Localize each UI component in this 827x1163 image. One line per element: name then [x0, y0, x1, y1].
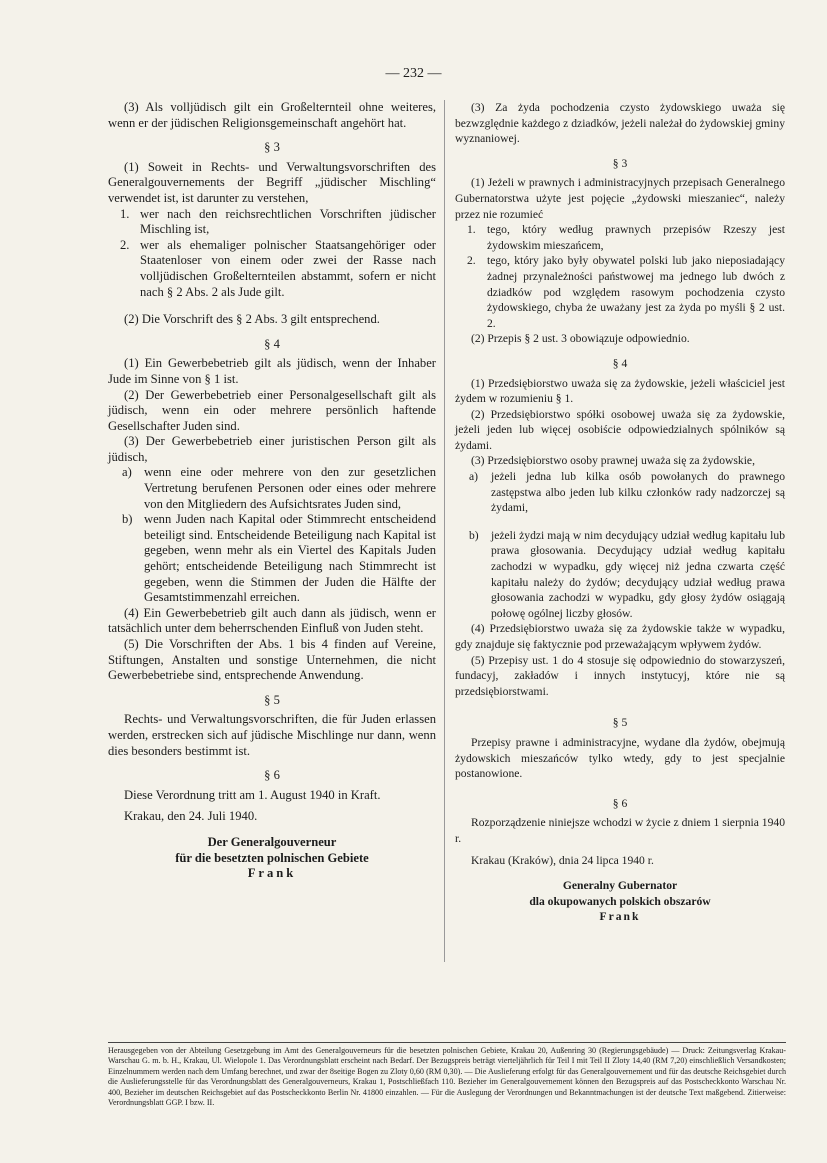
paragraph: (1) Soweit in Rechts- und Verwaltungsvorschriften des Generalgouvernements der Begriff „jüdischer Mischling“ verwendet ist, ist darunter zu verstehen, — [108, 159, 436, 205]
list-text: wer nach den reichsrechtlichen Vorschriften jüdischer Mischling ist, — [140, 206, 436, 237]
list-item — [455, 222, 785, 253]
section-heading: § 3 — [612, 156, 628, 170]
list-text: tego, który według prawnych przepisów Rzeszy jest żydowskim mieszańcem, — [487, 223, 785, 252]
paragraph: Rozporządzenie niniejsze wchodzi w życie z dniem 1 sierpnia 1940 r. — [455, 816, 785, 845]
list-number: 1. — [120, 206, 130, 221]
list-number: b) — [469, 528, 479, 542]
paragraph: (5) Przepisy ust. 1 do 4 stosuje się odpowiednio do stowarzyszeń, fundacyj, zakładów i innych instytucyj, które nie są przedsiębiorstwami. — [455, 653, 785, 698]
date-line: Krakau (Kraków), dnia 24 lipca 1940 r. — [471, 853, 654, 867]
paragraph: (4) Przedsiębiorstwo uważa się za żydowskie także w wypadku, gdy znajduje się faktycznie pod przeważającym wpływem żydów. — [455, 622, 785, 651]
footer-rule — [108, 1042, 786, 1043]
signature-subtitle: dla okupowanych polskich obszarów — [529, 894, 711, 908]
section-heading: § 4 — [264, 336, 280, 351]
list-item — [455, 469, 785, 516]
signature-title: Der Generalgouverneur — [207, 834, 337, 849]
publisher-footer: Herausgegeben von der Abteilung Gesetzgebung im Amt des Generalgouverneurs für die besetzten polnischen Gebiete, Krakau 20, Außenring 30 (Regierungsgebäude) — Druck: Zeitungsverlag Krakau-Warschau G. m. b. H., Krakau, Ul. Wielopole 1. Das Verordnungsblatt erscheint nach Bedarf. Der Bezugspreis beträgt vierteljährlich für Teil I mit Teil II Zloty 14,40 (RM 7,20) einschließlich Versandkosten; Einzelnummern werden nach dem Umfang berechnet, und zwar der 8seitige Bogen zu Zloty 0,60 (RM 0,30). — Die Auslieferung erfolgt für das Generalgouvernement und für das deutsche Reichsgebiet durch die Auslieferungsstelle für das Verordnungsblatt des Generalgouverneurs, Krakau 1, Postschließfach 110. Bezieher im Generalgouvernement können den Bezugspreis auf das Postscheckkonto Warschau Nr. 400, Bezieher im deutschen Reichsgebiet auf das Postscheckkonto Berlin Nr. 41800 einzahlen. — Für die Auslegung der Verordnungen und Bekanntmachungen ist der deutsche Text maßgebend. Zitierweise: Verordnungsblatt GGP. I bzw. II. — [108, 1046, 786, 1108]
section-heading: § 5 — [264, 692, 280, 707]
paragraph: Rechts- und Verwaltungsvorschriften, die für Juden erlassen werden, erstrecken sich auf jüdische Mischlinge nur dann, wenn dies besonders bestimmt ist. — [108, 712, 436, 758]
paragraph: (5) Die Vorschriften der Abs. 1 bis 4 finden auf Vereine, Stiftungen, Anstalten und sonstige Unternehmen, die nicht Gewerbebetriebe sind, entsprechende Anwendung. — [108, 637, 436, 683]
list-text: jeżeli żydzi mają w nim decydujący udział według kapitału lub prawa głosowania. Decydujący udział według kapitału zachodzi w wypadku, gdy więcej niż jedna czwarta część kapitału należy do żydów; decydujący udział według prawa głosowania zachodzi w wypadku, gdy głosy żydów osiągają połowę ogólnej liczby głosów. — [491, 528, 785, 620]
list-number: 2. — [467, 254, 476, 268]
section-heading: § 4 — [612, 356, 628, 370]
list-text: wenn Juden nach Kapital oder Stimmrecht entscheidend beteiligt sind. Entscheidende Beteiligung nach Kapital ist gegeben, wenn mehr als ein Viertel des Kapitals Juden gehört; entscheidende Beteiligung nach Stimmrecht ist gegeben, wenn die Stimmen der Juden die Hälfte der Gesamtstimmenzahl erreichen. — [144, 512, 436, 605]
paragraph: (2) Der Gewerbebetrieb einer Personalgesellschaft gilt als jüdisch, wenn ein oder mehrere persönlich haftende Gesellschafter Juden sind. — [108, 387, 436, 433]
date-line: Krakau, den 24. Juli 1940. — [124, 809, 258, 824]
page-number: — 232 — — [385, 66, 442, 81]
paragraph: (2) Przedsiębiorstwo spółki osobowej uważa się za żydowskie, jeżeli jeden lub więcej osobiście odpowiedzialnych spólników są żydami. — [455, 407, 785, 452]
paragraph: (3) Za żyda pochodzenia czysto żydowskiego uważa się bezwzględnie każdego z dziadków, jeżeli należał do żydowskiej gminy wyznaniowej. — [455, 101, 785, 146]
paragraph: Przepisy prawne i administracyjne, wydane dla żydów, obejmują żydowskich mieszańców tylko wtedy, gdy to jest specjalnie postanowione. — [455, 735, 785, 781]
paragraph: (1) Przedsiębiorstwo uważa się za żydowskie, jeżeli właściciel jest żydem w rozumieniu § 1. — [455, 376, 785, 406]
list-item — [455, 253, 785, 331]
paragraph: (3) Als volljüdisch gilt ein Großelternteil ohne weiteres, wenn er der jüdischen Religionsgemeinschaft angehört hat. — [108, 100, 436, 130]
list-item — [108, 207, 436, 238]
list-number: b) — [122, 512, 133, 527]
list-text: wenn eine oder mehrere von den zur gesetzlichen Vertretung berufenen Personen oder eines oder mehrere von den Mitgliedern des Aufsichtsrates Juden sind, — [144, 465, 436, 511]
list-number: 2. — [120, 237, 130, 252]
polish-column — [455, 100, 785, 925]
signature-subtitle: für die besetzten polnischen Gebiete — [175, 850, 369, 865]
section-heading: § 3 — [264, 140, 280, 155]
list-text: wer als ehemaliger polnischer Staatsangehöriger oder Staatenloser von einem oder zwei der Rasse nach volljüdischen Großelternteilen abstammt, sofern er nicht nach § 2 Abs. 2 als Jude gilt. — [140, 237, 436, 299]
list-number: a) — [122, 465, 132, 480]
list-number: 1. — [467, 223, 476, 237]
list-number: a) — [469, 470, 479, 484]
paragraph: (2) Die Vorschrift des § 2 Abs. 3 gilt entsprechend. — [124, 312, 380, 327]
signature-name: Frank — [247, 866, 297, 881]
paragraph: (1) Jeżeli w prawnych i administracyjnych przepisach Generalnego Gubernatorstwa użyte jest pojęcie „żydowski mieszaniec“, należy przez nie rozumieć — [455, 176, 785, 221]
column-divider — [444, 100, 445, 962]
section-heading: § 5 — [612, 716, 628, 730]
signature-title: Generalny Gubernator — [562, 879, 678, 893]
german-column — [108, 100, 436, 882]
paragraph: (2) Przepis § 2 ust. 3 obowiązuje odpowiednio. — [471, 332, 690, 346]
paragraph: (3) Przedsiębiorstwo osoby prawnej uważa się za żydowskie, — [471, 454, 755, 468]
list-item — [108, 465, 436, 512]
paragraph: (4) Ein Gewerbebetrieb gilt auch dann als jüdisch, wenn er tatsächlich unter dem beherrschenden Einfluß von Juden steht. — [108, 605, 436, 636]
list-text: jeżeli jedna lub kilka osób powołanych do prawnego zastępstwa albo jeden lub kilku członków rady nadzorczej są żydami, — [491, 470, 785, 515]
list-item — [108, 238, 436, 300]
list-item — [108, 512, 436, 606]
paragraph: (1) Ein Gewerbebetrieb gilt als jüdisch, wenn der Inhaber Jude im Sinne von § 1 ist. — [108, 356, 436, 386]
paragraph: Diese Verordnung tritt am 1. August 1940 in Kraft. — [124, 787, 381, 802]
paragraph: (3) Der Gewerbebetrieb einer juristischen Person gilt als jüdisch, — [108, 434, 436, 464]
list-item — [455, 528, 785, 622]
signature-name: Frank — [599, 910, 641, 924]
list-text: tego, który jako były obywatel polski lub jako nieposiadający żadnej przynależności państwowej ma jednego lub dwóch z dziadków pod względem rasowym pochodzenia czysto żydowskiego, chyba że uważany jest za żyda po myśli § 2 ust. 2. — [487, 254, 785, 330]
section-heading: § 6 — [612, 796, 628, 810]
section-heading: § 6 — [264, 768, 280, 783]
